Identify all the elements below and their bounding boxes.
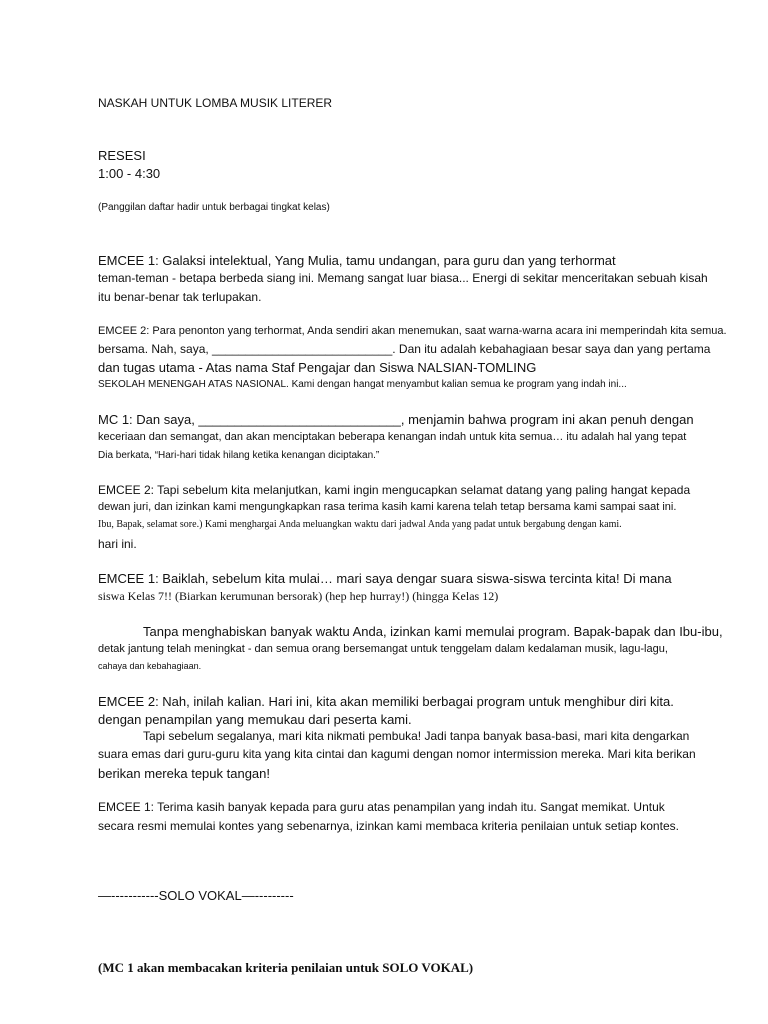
paragraph-3-line: MC 1: Dan saya, ____________________________, menjamin bahwa program ini akan penuh dengan bbox=[98, 412, 694, 427]
time-range: 1:00 - 4:30 bbox=[98, 166, 161, 181]
paragraph-2-line: SEKOLAH MENENGAH ATAS NASIONAL. Kami dengan hangat menyambut kalian semua ke program yang indah ini... bbox=[98, 379, 627, 390]
section-divider-solo-vokal: —-----------SOLO VOKAL—--------- bbox=[98, 888, 294, 903]
paragraph-4-line: Ibu, Bapak, selamat sore.) Kami menghargai Anda meluangkan waktu dari jadwal Anda yang padat untuk bergabung dengan kami. bbox=[98, 519, 622, 530]
paragraph-4-line: dewan juri, dan izinkan kami mengungkapkan rasa terima kasih kami karena telah tetap bersama kami sampai saat ini. bbox=[98, 501, 677, 513]
paragraph-1-line: teman-teman - betapa berbeda siang ini. Memang sangat luar biasa... Energi di sekitar menceritakan sebuah kisah bbox=[98, 271, 708, 285]
paragraph-2-line: dan tugas utama - Atas nama Staf Pengajar dan Siswa NALSIAN-TOMLING bbox=[98, 360, 537, 375]
paragraph-1-line: EMCEE 1: Galaksi intelektual, Yang Mulia, tamu undangan, para guru dan yang terhormat bbox=[98, 253, 616, 268]
paragraph-7-line: EMCEE 2: Nah, inilah kalian. Hari ini, kita akan memiliki berbagai program untuk menghibur diri kita. bbox=[98, 694, 674, 709]
paragraph-6-line: cahaya dan kebahagiaan. bbox=[98, 661, 202, 671]
paragraph-2-line: bersama. Nah, saya, ___________________________. Dan itu adalah kebahagiaan besar saya dan yang pertama bbox=[98, 342, 711, 356]
paragraph-4-line: hari ini. bbox=[98, 537, 137, 551]
document-title: NASKAH UNTUK LOMBA MUSIK LITERER bbox=[98, 96, 333, 110]
paragraph-1-line: itu benar-benar tak terlupakan. bbox=[98, 290, 262, 304]
paragraph-4-line: EMCEE 2: Tapi sebelum kita melanjutkan, kami ingin mengucapkan selamat datang yang paling hangat kepada bbox=[98, 483, 691, 497]
paragraph-8-line: EMCEE 1: Terima kasih banyak kepada para guru atas penampilan yang indah itu. Sangat memikat. Untuk bbox=[98, 800, 665, 814]
paragraph-5-line: siswa Kelas 7!! (Biarkan kerumunan bersorak) (hep hep hurray!) (hingga Kelas 12) bbox=[98, 589, 499, 603]
footer-instruction: (MC 1 akan membacakan kriteria penilaian untuk SOLO VOKAL) bbox=[98, 960, 474, 975]
section-heading: RESESI bbox=[98, 148, 146, 163]
paragraph-6-line: Tanpa menghabiskan banyak waktu Anda, izinkan kami memulai program. Bapak-bapak dan Ibu-ibu, bbox=[143, 624, 723, 639]
paragraph-3-line: Dia berkata, “Hari-hari tidak hilang ketika kenangan diciptakan.” bbox=[98, 450, 380, 461]
paragraph-6-line: detak jantung telah meningkat - dan semua orang bersemangat untuk tenggelam dalam kedalaman musik, lagu-lagu, bbox=[98, 643, 668, 655]
paragraph-3-line: keceriaan dan semangat, dan akan menciptakan beberapa kenangan indah untuk kita semua… itu adalah hal yang tepat bbox=[98, 431, 687, 443]
paragraph-7-line: Tapi sebelum segalanya, mari kita nikmati pembuka! Jadi tanpa banyak basa-basi, mari kita dengarkan bbox=[143, 729, 690, 743]
paragraph-5-line: EMCEE 1: Baiklah, sebelum kita mulai… mari saya dengar suara siswa-siswa tercinta kita! Di mana bbox=[98, 571, 672, 586]
paragraph-7-line: suara emas dari guru-guru kita yang kita cintai dan kagumi dengan nomor intermission mereka. Mari kita berikan bbox=[98, 747, 696, 761]
paragraph-8-line: secara resmi memulai kontes yang sebenarnya, izinkan kami membaca kriteria penilaian untuk setiap kontes. bbox=[98, 819, 679, 833]
paragraph-7-line: berikan mereka tepuk tangan! bbox=[98, 766, 270, 781]
roll-call-note: (Panggilan daftar hadir untuk berbagai tingkat kelas) bbox=[98, 202, 330, 213]
paragraph-7-line: dengan penampilan yang memukau dari peserta kami. bbox=[98, 712, 412, 727]
paragraph-2-line: EMCEE 2: Para penonton yang terhormat, Anda sendiri akan menemukan, saat warna-warna acara ini memperindah kita semua. bbox=[98, 325, 727, 337]
